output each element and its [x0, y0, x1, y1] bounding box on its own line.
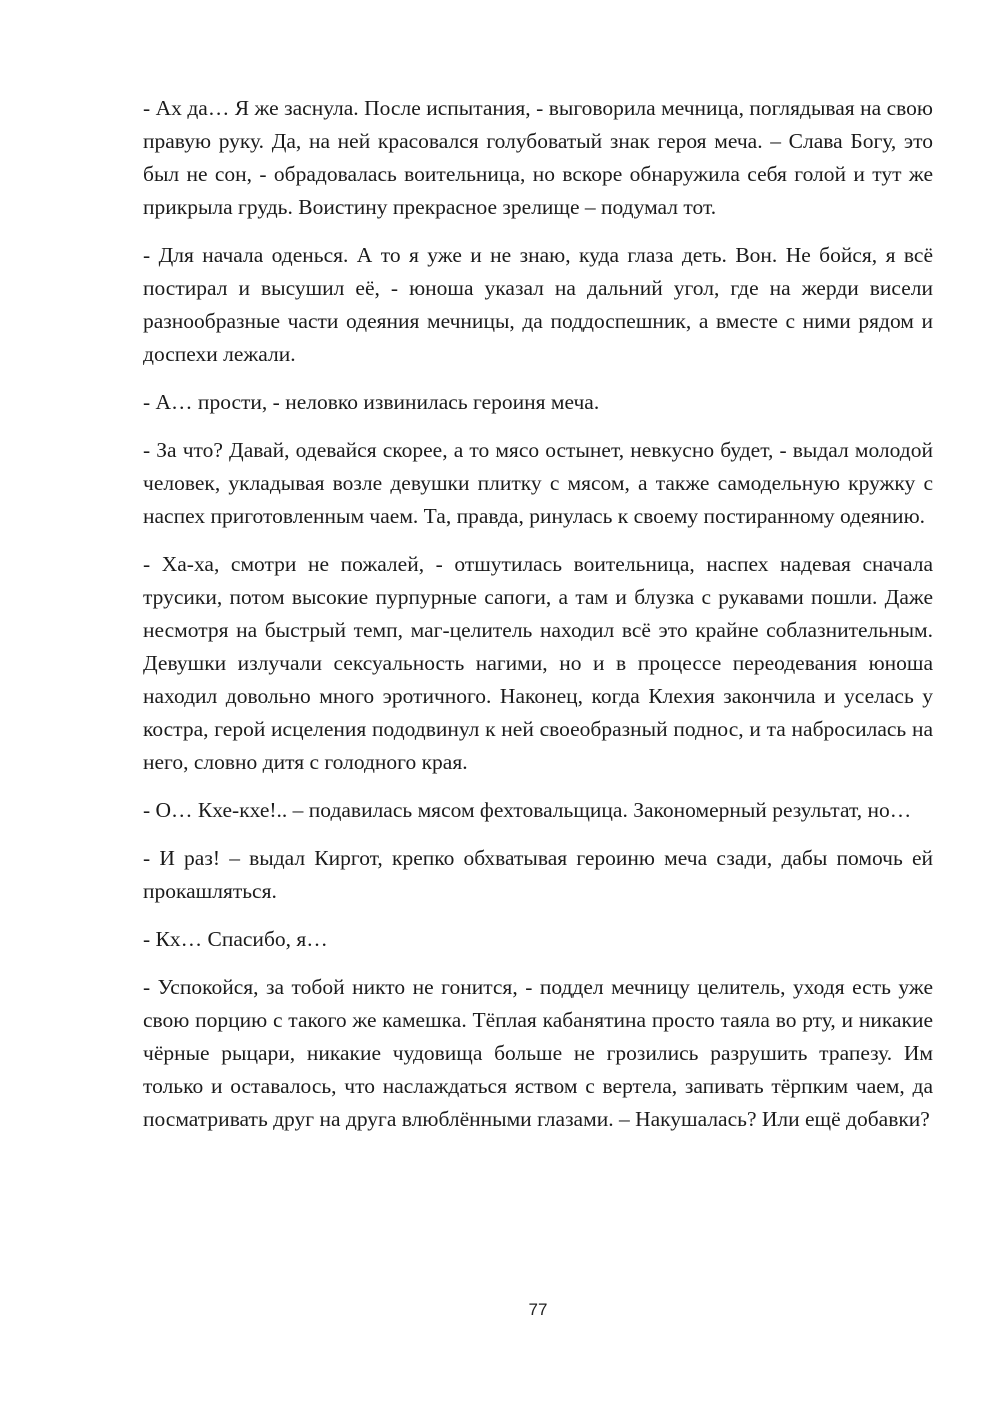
paragraph: - Ха-ха, смотри не пожалей, - отшутилась воительница, наспех надевая сначала трусики, потом высокие пурпурные сапоги, а там и блузка с рукавами пошли. Даже несмотря на быстрый темп, маг-целитель находил всё это крайне соблазнительным. Девушки излучали сексуальность нагими, но и в процессе переодевания юноша находил довольно много эротичного. Наконец, когда Клехия закончила и уселась у костра, герой исцеления пододвинул к ней своеобразный поднос, и та набросилась на него, словно дитя с голодного края.	[143, 552, 933, 774]
paragraph: - Успокойся, за тобой никто не гонится, - поддел мечницу целитель, уходя есть уже свою порцию с такого же камешка. Тёплая кабанятина просто таяла во рту, и никакие чёрные рыцари, никакие чудовища больше не грозились разрушить трапезу. Им только и оставалось, что наслаждаться яством с вертела, запивать тёрпким чаем, да посматривать друг на друга влюблёнными глазами. – Накушалась? Или ещё добавки?	[143, 975, 933, 1131]
page-number: 77	[528, 1300, 548, 1319]
paragraph: - За что? Давай, одевайся скорее, а то мясо остынет, невкусно будет, - выдал молодой человек, укладывая возле девушки плитку с мясом, а также самодельную кружку с наспех приготовленным чаем. Та, правда, ринулась к своему постиранному одеянию.	[143, 438, 933, 528]
paragraph: - О… Кхе-кхе!.. – подавилась мясом фехтовальщица. Закономерный результат, но…	[143, 798, 912, 822]
paragraph: - Для начала оденься. А то я уже и не знаю, куда глаза деть. Вон. Не бойся, я всё постирал и высушил её, - юноша указал на дальний угол, где на жерди висели разнообразные части одеяния мечницы, да поддоспешник, а вместе с ними рядом и доспехи лежали.	[143, 243, 933, 366]
paragraph: - И раз! – выдал Киргот, крепко обхватывая героиню меча сзади, дабы помочь ей прокашляться.	[143, 846, 933, 903]
paragraph: - Ах да… Я же заснула. После испытания, - выговорила мечница, поглядывая на свою правую руку. Да, на ней красовался голубоватый знак героя меча. – Слава Богу, это был не сон, - обрадовалась воительница, но вскоре обнаружила себя голой и тут же прикрыла грудь. Воистину прекрасное зрелище – подумал тот.	[143, 96, 933, 219]
paragraph: - А… прости, - неловко извинилась героиня меча.	[143, 390, 600, 414]
text-block	[143, 92, 933, 1151]
paragraph: - Кх… Спасибо, я…	[143, 927, 328, 951]
